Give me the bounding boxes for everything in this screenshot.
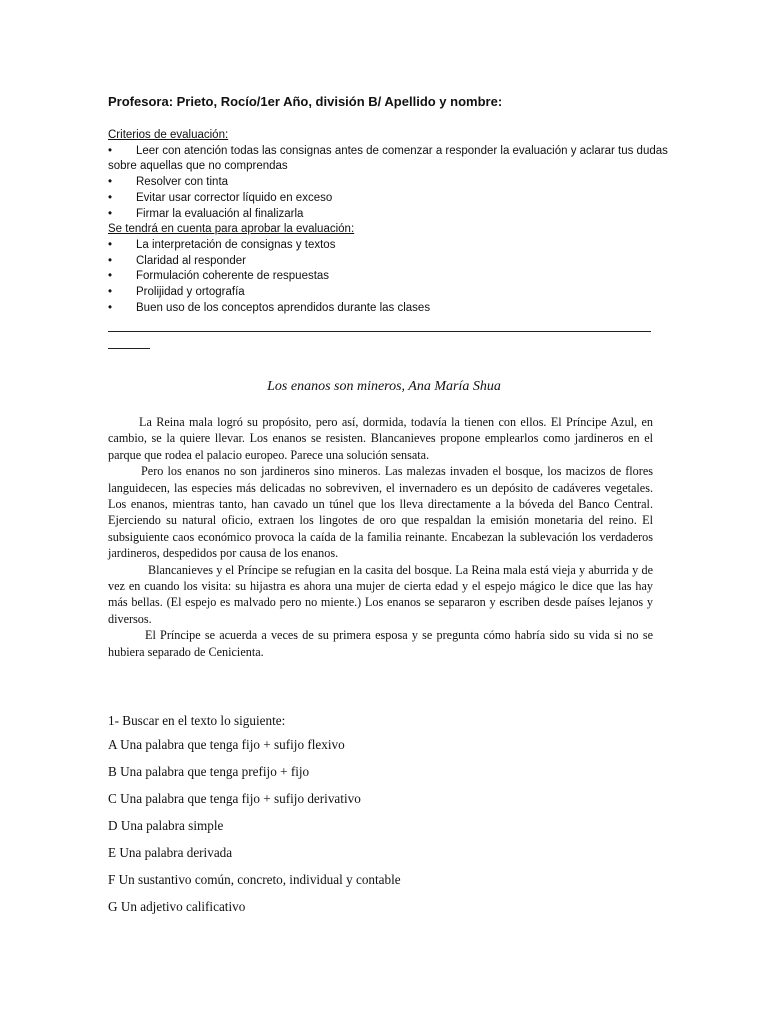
bullet-icon: • [108,254,113,267]
evaluation-criteria [108,128,668,316]
criteria-item [108,144,668,160]
question-item: A Una palabra que tenga fijo + sufijo flexivo [108,737,345,752]
bullet-icon: • [108,301,113,314]
approval-item-text: Claridad al responder [136,254,246,267]
criteria-item-text: Leer con atención todas las consignas antes de comenzar a responder la evaluación y aclarar tus dudas [136,144,668,157]
bullet-icon: • [108,176,113,189]
approval-item-text: Formulación coherente de respuestas [136,270,330,283]
question-item: B Una palabra que tenga prefijo + fijo [108,764,310,779]
criteria-item [108,207,668,223]
bullet-icon: • [108,238,113,251]
approval-item [108,269,668,285]
bullet-icon: • [108,144,113,157]
criteria-item-text: Resolver con tinta [136,176,229,189]
story-paragraph: Pero los enanos no son jardineros sino mineros. Las malezas invaden el bosque, los macizos de flores languidecen, las especies más delicadas no sobreviven, el invernadero es un depósito de cadáveres vegetales. Los enanos, mientras tanto, han cavado un túnel que los lleva directamente a la bóveda del Banco Central. Ejerciendo su natural oficio, extraen los lingotes de oro que respaldan la emisión monetaria del reino. El subsiguiente caos económico provoca la caída de la familia reinante. Encabezan la sublevación los verdaderos jardineros, despedidos por causa de los enanos. [108,464,653,561]
separator-line-continuation [108,348,150,349]
question-item: D Una palabra simple [108,818,224,833]
story-title: Los enanos son mineros, Ana María Shua [267,379,501,394]
story-paragraph: La Reina mala logró su propósito, pero así, dormida, todavía la tienen con ellos. El Príncipe Azul, en cambio, se la quiere llevar. Los enanos se resisten. Blancanieves propone emplearlos como jardineros en el parque que rodea el palacio europeo. Parece una solución sensata. [108,415,653,462]
criteria-item-continuation: sobre aquellas que no comprendas [108,160,288,173]
approval-item-text: La interpretación de consignas y textos [136,238,336,251]
bullet-icon: • [108,270,113,283]
question-title: 1- Buscar en el texto lo siguiente: [108,713,286,728]
story-paragraph: Blancanieves y el Príncipe se refugian en la casita del bosque. La Reina mala está vieja y aburrida y de vez en cuando los visita: su hijastra es ahora una mujer de cierta edad y el espejo mágico le dice que las hay más bellas. (El espejo es malvado pero no miente.) Los enanos se separaron y escriben desde países lejanos y diversos. [108,562,653,626]
approval-item [108,301,668,317]
story-text [108,414,653,660]
header-title: Profesora: Prieto, Rocío/1er Año, división B/ Apellido y nombre: [108,94,503,109]
criteria-item-text: Evitar usar corrector líquido en exceso [136,191,333,204]
story-paragraph: El Príncipe se acuerda a veces de su primera esposa y se pregunta cómo habría sido su vida si no se hubiera separado de Cenicienta. [108,628,653,659]
bullet-icon: • [108,207,113,220]
criteria-heading: Criterios de evaluación: [108,129,229,141]
approval-item [108,285,668,301]
criteria-item-text: Firmar la evaluación al finalizarla [136,207,304,220]
questions-section [108,712,401,925]
separator-line [108,331,651,332]
question-item: C Una palabra que tenga fijo + sufijo derivativo [108,791,361,806]
question-item: F Un sustantivo común, concreto, individual y contable [108,872,401,887]
question-item: G Un adjetivo calificativo [108,899,246,914]
approval-item-text: Prolijidad y ortografía [136,286,245,299]
approval-item [108,238,668,254]
approval-heading: Se tendrá en cuenta para aprobar la evaluación: [108,223,355,236]
bullet-icon: • [108,191,113,204]
approval-item [108,254,668,270]
approval-item-text: Buen uso de los conceptos aprendidos durante las clases [136,301,431,314]
criteria-item [108,175,668,191]
question-item: E Una palabra derivada [108,845,233,860]
criteria-item [108,191,668,207]
bullet-icon: • [108,286,113,299]
